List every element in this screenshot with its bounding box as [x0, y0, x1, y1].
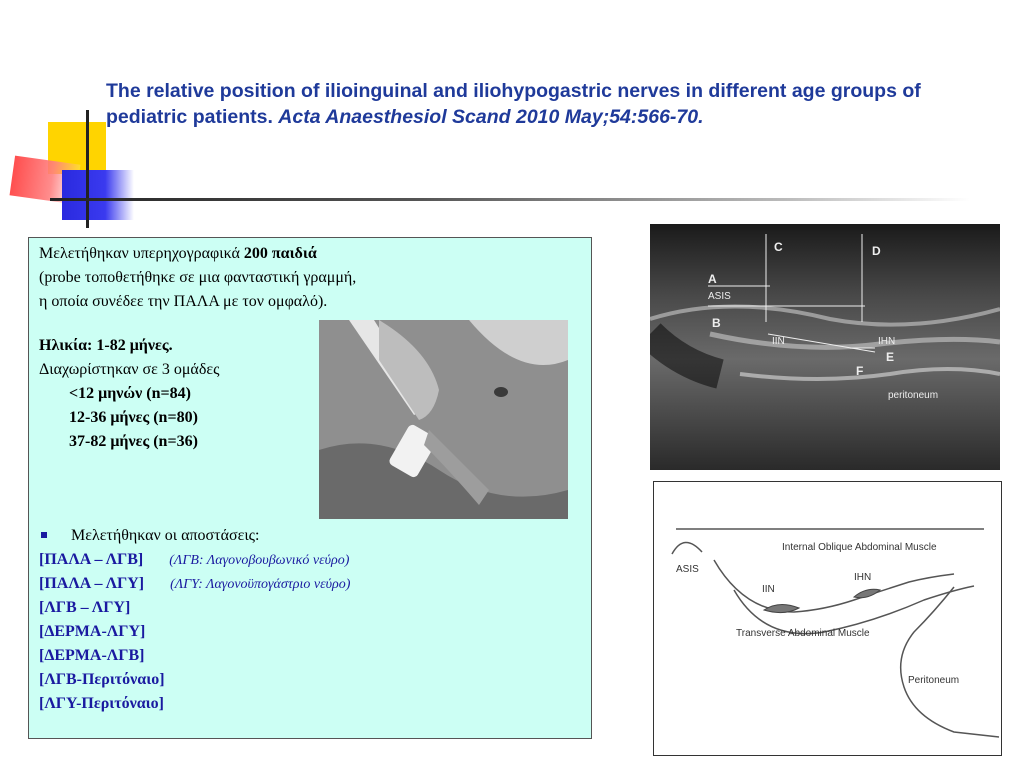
study-line-2: (probe τοποθετήθηκε σε μια φανταστική γραμμή, — [39, 269, 357, 286]
study-line-1 — [39, 242, 581, 266]
diagram-label-asis: ASIS — [676, 564, 699, 575]
group-item: <12 μηνών (n=84) — [69, 385, 191, 402]
diagram-label-peritoneum: Peritoneum — [908, 675, 960, 686]
age-range: Ηλικία: 1-82 μήνες. — [39, 337, 173, 354]
us-label-b: B — [712, 316, 721, 330]
groups-intro: Διαχωρίστηκαν σε 3 ομάδες — [39, 361, 220, 378]
distances-intro: Μελετήθηκαν οι αποστάσεις: — [71, 527, 260, 544]
square-bullet-icon — [41, 532, 47, 538]
diagram-label-internal-oblique: Internal Oblique Abdominal Muscle — [782, 542, 937, 553]
study-sample-size: 200 παιδιά — [243, 245, 317, 262]
us-label-a: A — [708, 272, 717, 286]
us-label-c: C — [774, 240, 783, 254]
study-line-1-text: Μελετήθηκαν υπερηχογραφικά — [39, 245, 244, 262]
distance-item — [39, 572, 581, 596]
diagram-label-transverse: Transverse Abdominal Muscle — [736, 628, 870, 639]
logo-vertical-line — [86, 110, 89, 228]
study-line-3: η οποία συνέδεε την ΠΑΛΑ με τον ομφαλό). — [39, 293, 328, 310]
us-label-peritoneum: peritoneum — [888, 390, 939, 401]
distance-note: (ΛΓΒ: Λαγονοβουβωνικό νεύρο) — [169, 553, 350, 568]
distance-item — [39, 668, 581, 692]
distance-item — [39, 620, 581, 644]
anatomy-diagram-drawing — [654, 482, 1002, 756]
probe-placement-photo — [319, 320, 568, 519]
probe-photo-illustration — [319, 320, 568, 519]
distance-label: [ΠΑΛΑ – ΛΓΒ] — [39, 551, 144, 568]
distance-label: [ΠΑΛΑ – ΛΓΥ] — [39, 575, 145, 592]
distance-item — [39, 692, 581, 716]
distance-label: [ΛΓΒ-Περιτόναιο] — [39, 671, 165, 688]
diagram-label-iin: IIN — [762, 584, 775, 595]
distance-note: (ΛΓΥ: Λαγονοϋπογάστριο νεύρο) — [170, 577, 351, 592]
distance-item — [39, 548, 581, 572]
distance-label: [ΔΕΡΜΑ-ΛΓΥ] — [39, 623, 146, 640]
title-citation: Acta Anaesthesiol Scand 2010 May;54:566-70. — [278, 106, 704, 128]
diagram-label-ihn: IHN — [854, 572, 872, 583]
logo-blue-block — [62, 170, 134, 220]
us-label-e: E — [886, 350, 895, 364]
distance-label: [ΔΕΡΜΑ-ΛΓΒ] — [39, 647, 145, 664]
distances-intro-line — [39, 524, 581, 548]
title-underline — [50, 198, 970, 201]
distance-item — [39, 644, 581, 668]
us-label-asis: ASIS — [708, 291, 731, 302]
title-main: The relative position of ilioinguinal and iliohypogastric nerves in different age groups of pediatric patients. — [106, 80, 921, 128]
us-label-iin: IIN — [772, 336, 785, 347]
us-label-f: F — [856, 364, 864, 378]
distance-item — [39, 596, 581, 620]
ultrasound-image — [650, 224, 1000, 470]
ultrasound-illustration — [650, 224, 1000, 470]
us-label-ihn: IHN — [878, 336, 896, 347]
group-item: 12-36 μήνες (n=80) — [69, 409, 198, 426]
us-label-d: D — [872, 244, 881, 258]
slide-title — [106, 78, 1006, 130]
distance-label: [ΛΓΥ-Περιτόναιο] — [39, 695, 164, 712]
group-item: 37-82 μήνες (n=36) — [69, 433, 198, 450]
distance-label: [ΛΓΒ – ΛΓΥ] — [39, 599, 131, 616]
anatomy-diagram — [653, 481, 1002, 756]
